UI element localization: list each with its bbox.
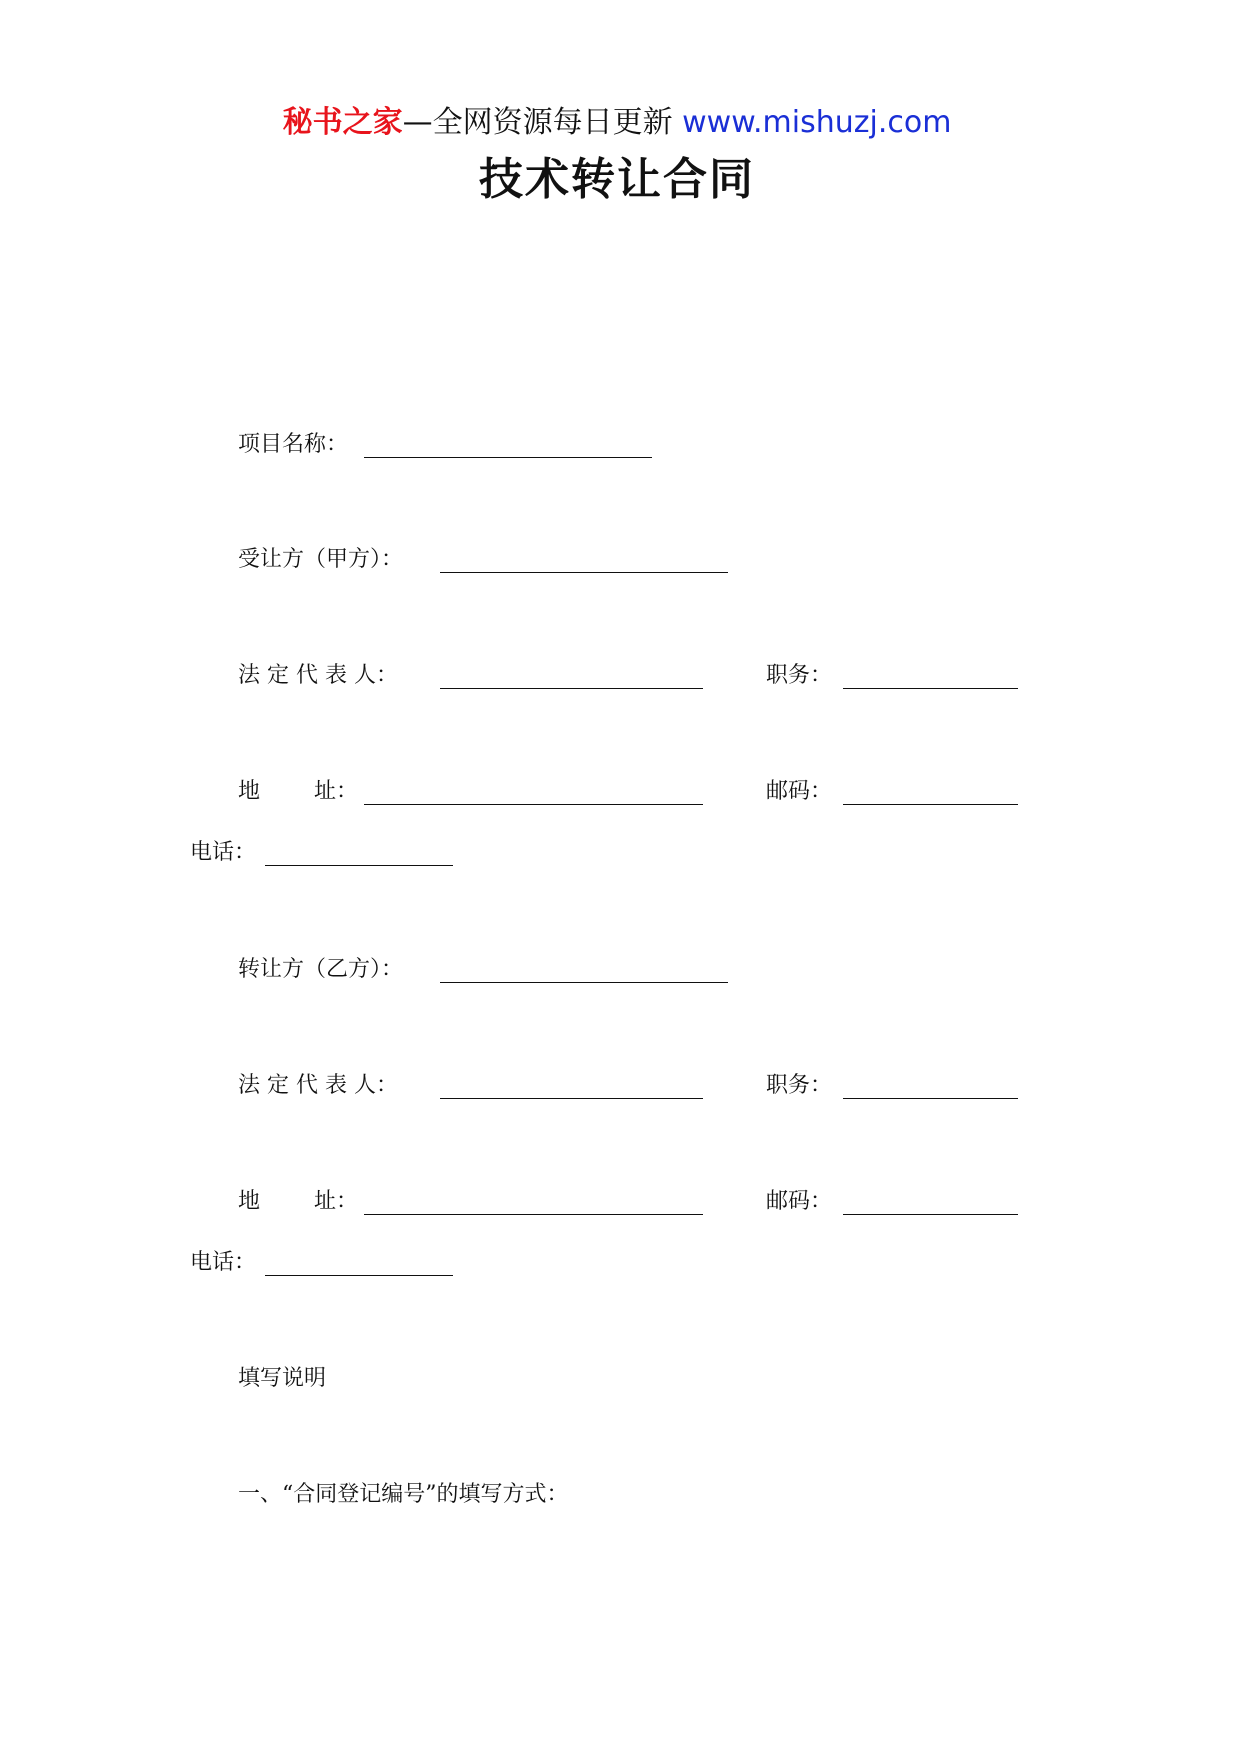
party-b-postcode-label: 邮码：	[766, 1189, 833, 1214]
document-title: 技术转让合同	[479, 154, 755, 205]
project-name-label: 项目名称：	[238, 432, 349, 457]
party-b-position-field[interactable]	[843, 1098, 1018, 1099]
party-b-phone-field[interactable]	[265, 1275, 453, 1276]
instructions-heading: 填写说明	[238, 1366, 327, 1391]
party-a-postcode-field[interactable]	[843, 804, 1018, 805]
party-b-address-label-char1: 地	[238, 1189, 261, 1214]
party-b-address-label-char2: 址：	[314, 1189, 359, 1214]
party-b-legal-rep-label: 法 定 代 表 人：	[238, 1073, 398, 1098]
party-a-address-label-char2: 址：	[314, 779, 359, 804]
banner-brand: 秘书之家	[282, 105, 403, 140]
party-b-label: 转让方（乙方）：	[238, 957, 404, 982]
party-b-address-row	[0, 1185, 1234, 1219]
party-a-row	[0, 543, 1234, 577]
party-a-label: 受让方（甲方）：	[238, 547, 404, 572]
project-name-row	[0, 428, 1234, 462]
party-b-address-field[interactable]	[364, 1214, 703, 1215]
party-a-address-row	[0, 775, 1234, 809]
header-banner	[0, 103, 1234, 143]
party-a-position-label: 职务：	[766, 663, 833, 688]
party-a-legal-rep-field[interactable]	[440, 688, 703, 689]
party-a-address-label-char1: 地	[238, 779, 261, 804]
instructions-item-1: 一、“合同登记编号”的填写方式：	[238, 1482, 569, 1507]
party-a-address-field[interactable]	[364, 804, 703, 805]
party-b-phone-label: 电话：	[190, 1250, 257, 1275]
party-a-legal-rep-row	[0, 659, 1234, 693]
party-b-phone-row	[0, 1246, 1234, 1280]
instructions-row	[0, 1362, 1234, 1396]
project-name-field[interactable]	[364, 457, 652, 458]
party-a-legal-rep-label: 法 定 代 表 人：	[238, 663, 398, 688]
party-a-phone-label: 电话：	[190, 840, 257, 865]
party-b-postcode-field[interactable]	[843, 1214, 1018, 1215]
instructions-item-row	[0, 1478, 1234, 1512]
party-a-phone-field[interactable]	[265, 865, 453, 866]
banner-slogan: —全网资源每日更新	[402, 105, 673, 140]
party-a-phone-row	[0, 836, 1234, 870]
party-b-name-field[interactable]	[440, 982, 728, 983]
party-a-position-field[interactable]	[843, 688, 1018, 689]
party-b-position-label: 职务：	[766, 1073, 833, 1098]
party-b-legal-rep-field[interactable]	[440, 1098, 703, 1099]
party-b-legal-rep-row	[0, 1069, 1234, 1103]
banner-url-link[interactable]: www.mishuzj.com	[682, 105, 952, 140]
party-b-row	[0, 953, 1234, 987]
party-a-name-field[interactable]	[440, 572, 728, 573]
party-a-postcode-label: 邮码：	[766, 779, 833, 804]
